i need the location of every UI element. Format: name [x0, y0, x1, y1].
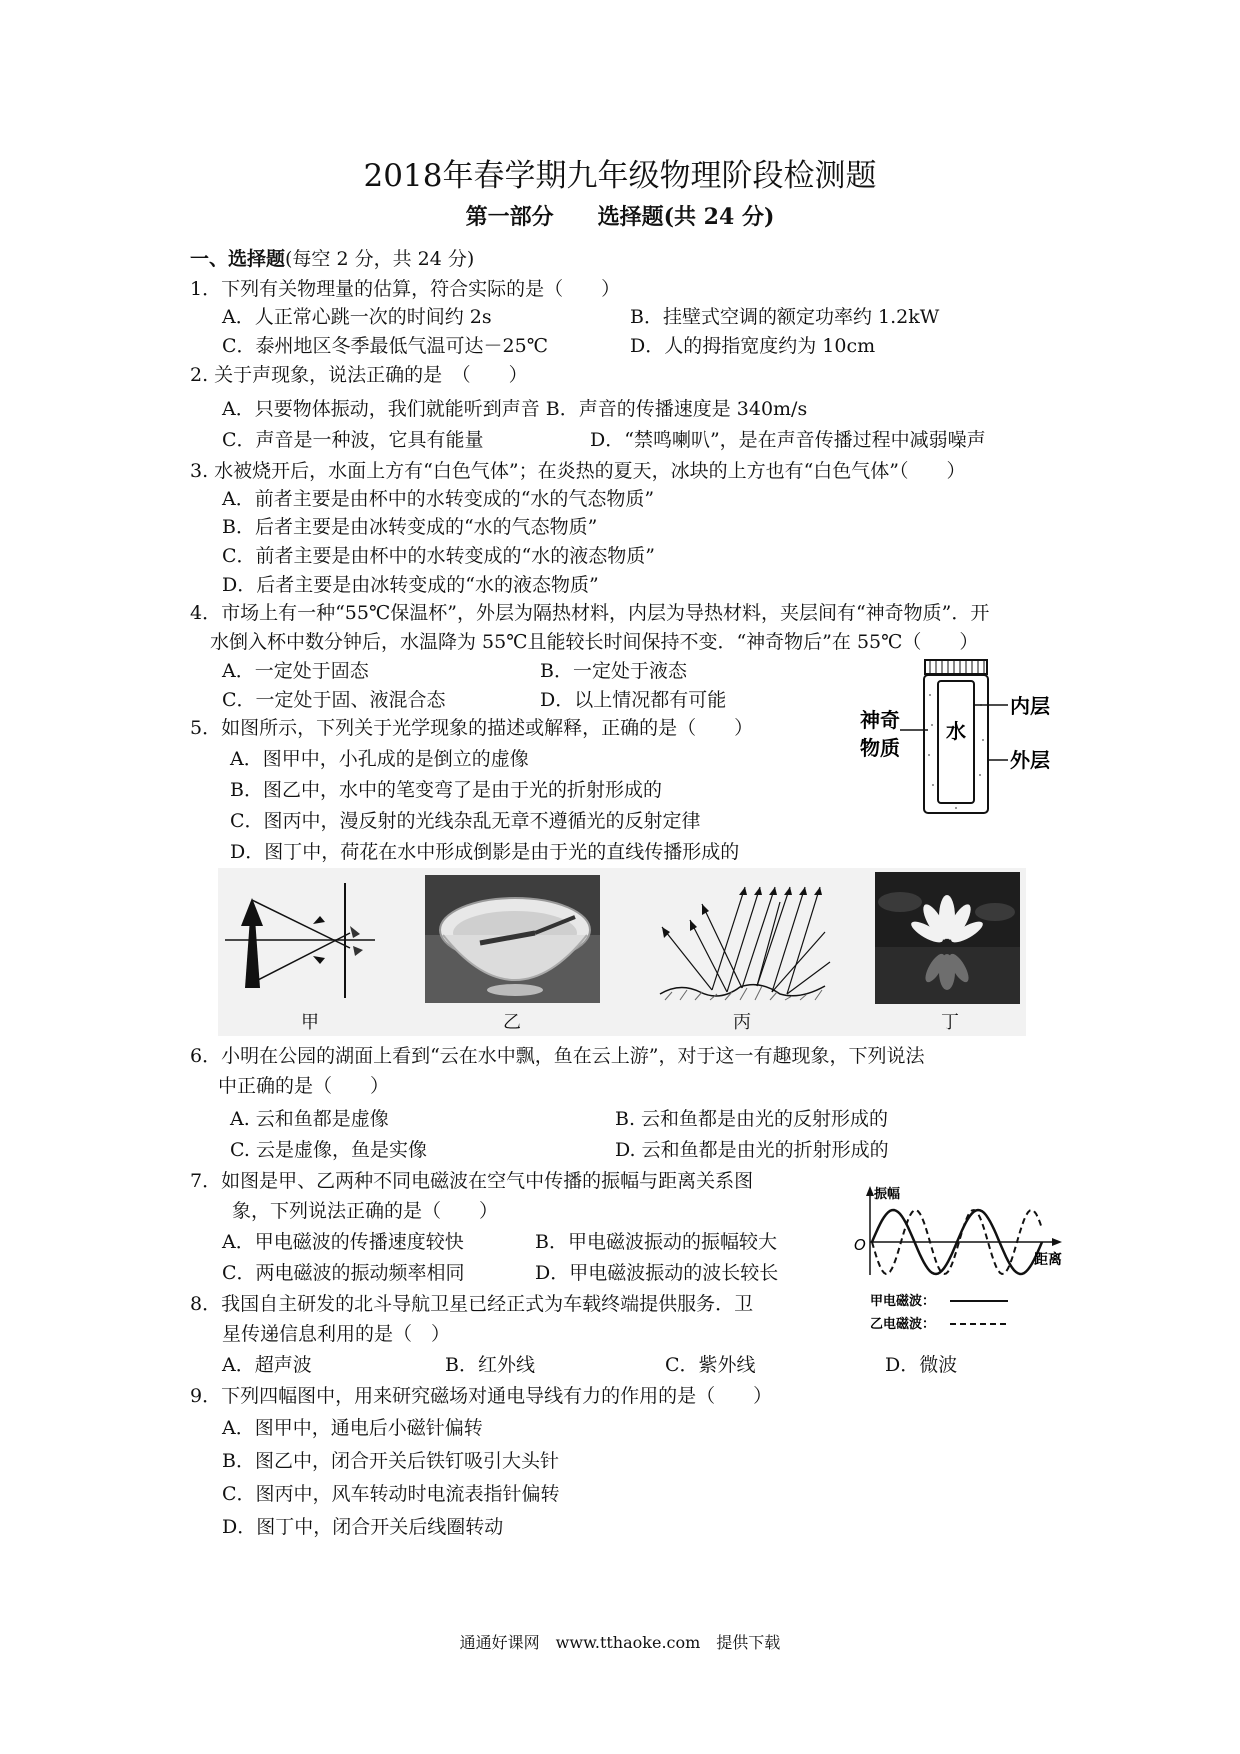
q8-option-c: C．紫外线	[665, 1354, 756, 1376]
q9-option-c: C．图丙中，风车转动时电流表指针偏转	[222, 1483, 560, 1505]
q5-stem: 5．如图所示，下列关于光学现象的描述或解释，正确的是（ ）	[190, 717, 754, 739]
q1-option-c: C．泰州地区冬季最低气温可达－25℃	[222, 335, 548, 357]
q6-option-a: A. 云和鱼都是虚像	[230, 1108, 389, 1130]
wave-xlabel: 距离	[1034, 1252, 1062, 1268]
pinhole-figure-jia	[225, 878, 375, 1003]
q6-option-b: B. 云和鱼都是由光的反射形成的	[615, 1108, 889, 1130]
wave-graph-figure	[850, 1180, 1070, 1340]
q5-option-c: C．图丙中，漫反射的光线杂乱无章不遵循光的反射定律	[230, 810, 701, 832]
caption-jia: 甲	[301, 1012, 319, 1033]
q7-option-c: C．两电磁波的振动频率相同	[222, 1262, 465, 1284]
q4-option-d: D．以上情况都有可能	[540, 689, 727, 711]
q3-option-d: D．后者主要是由冰转变成的“水的液态物质”	[222, 574, 599, 596]
cup-magic-label-1: 神奇	[860, 708, 900, 732]
q3-stem: 3. 水被烧开后，水面上方有“白色气体”；在炎热的夏天，冰块的上方也有“白色气体”（ ）	[190, 460, 966, 482]
q8-option-b: B．红外线	[445, 1354, 535, 1376]
q5-option-a: A．图甲中，小孔成的是倒立的虚像	[230, 748, 529, 770]
q3-option-a: A．前者主要是由杯中的水转变成的“水的气态物质”	[222, 488, 655, 510]
caption-ding: 丁	[941, 1012, 959, 1033]
section-note: (每空 2 分，共 24 分)	[285, 248, 475, 270]
q8-stem-line1: 8．我国自主研发的北斗导航卫星已经正式为车载终端提供服务．卫	[190, 1293, 754, 1315]
q1-option-a: A．人正常心跳一次的时间约 2s	[222, 306, 492, 328]
q6-option-d: D. 云和鱼都是由光的折射形成的	[615, 1139, 889, 1161]
cup-inner-label: 内层	[1010, 694, 1050, 718]
q7-stem-line2: 象，下列说法正确的是（ ）	[232, 1200, 499, 1222]
q6-stem-line2: 中正确的是（ ）	[218, 1075, 390, 1097]
q7-option-d: D．甲电磁波振动的波长较长	[535, 1262, 779, 1284]
q3-option-b: B．后者主要是由冰转变成的“水的气态物质”	[222, 516, 598, 538]
part-subtitle: 第一部分 选择题(共 24 分)	[465, 204, 775, 230]
q1-option-b: B．挂壁式空调的额定功率约 1.2kW	[630, 306, 940, 328]
q3-option-c: C．前者主要是由杯中的水转变成的“水的液态物质”	[222, 545, 655, 567]
thermos-cup-figure	[860, 655, 1070, 820]
q4-option-a: A．一定处于固态	[222, 660, 369, 682]
caption-yi: 乙	[503, 1012, 521, 1033]
q1-stem: 1．下列有关物理量的估算，符合实际的是（ ）	[190, 278, 621, 300]
bowl-photo-yi	[425, 875, 600, 1003]
q5-option-d: D．图丁中，荷花在水中形成倒影是由于光的直线传播形成的	[230, 841, 740, 863]
q2-stem: 2. 关于声现象，说法正确的是 （ ）	[190, 364, 528, 386]
q4-stem-line1: 4．市场上有一种“55℃保温杯”，外层为隔热材料，内层为导热材料，夹层间有“神奇物质”．开	[190, 602, 990, 624]
q8-option-a: A．超声波	[222, 1354, 312, 1376]
q4-option-c: C．一定处于固、液混合态	[222, 689, 446, 711]
section-heading	[190, 244, 474, 271]
legend-yi-label: 乙电磁波：	[870, 1317, 936, 1332]
q4-stem-line2: 水倒入杯中数分钟后，水温降为 55℃且能较长时间保持不变．“神奇物后”在 55℃（ ）	[210, 631, 979, 653]
q6-stem-line1: 6．小明在公园的湖面上看到“云在水中飘，鱼在云上游”，对于这一有趣现象，下列说法	[190, 1045, 925, 1067]
q6-option-c: C. 云是虚像，鱼是实像	[230, 1139, 427, 1161]
q2-option-c: C．声音是一种波，它具有能量	[222, 429, 484, 451]
q4-option-b: B．一定处于液态	[540, 660, 687, 682]
q7-option-a: A．甲电磁波的传播速度较快	[222, 1231, 464, 1253]
page-title: 2018年春学期九年级物理阶段检测题	[363, 158, 877, 194]
q1-option-d: D．人的拇指宽度约为 10cm	[630, 335, 876, 357]
legend-jia-label: 甲电磁波：	[870, 1294, 936, 1309]
q8-stem-line2: 星传递信息利用的是（ ）	[222, 1323, 451, 1345]
section-label: 一、选择题	[190, 248, 286, 270]
lotus-photo-ding	[875, 872, 1020, 1004]
cup-outer-label: 外层	[1010, 748, 1050, 772]
q9-option-b: B．图乙中，闭合开关后铁钉吸引大头针	[222, 1450, 559, 1472]
diffuse-reflection-bing	[650, 882, 835, 1004]
cup-water-label: 水	[946, 719, 966, 743]
q7-option-b: B．甲电磁波振动的振幅较大	[535, 1231, 777, 1253]
q9-option-d: D．图丁中，闭合开关后线圈转动	[222, 1516, 504, 1538]
q8-option-d: D．微波	[885, 1354, 958, 1376]
q5-option-b: B．图乙中，水中的笔变弯了是由于光的折射形成的	[230, 779, 662, 801]
wave-ylabel: 振幅	[874, 1187, 901, 1202]
q2-option-d: D．“禁鸣喇叭”，是在声音传播过程中减弱噪声	[590, 429, 986, 451]
q9-option-a: A．图甲中，通电后小磁针偏转	[222, 1417, 483, 1439]
q9-stem: 9．下列四幅图中，用来研究磁场对通电导线有力的作用的是（ ）	[190, 1385, 773, 1407]
q2-option-ab: A．只要物体振动，我们就能听到声音 B．声音的传播速度是 340m/s	[222, 398, 808, 420]
cup-magic-label-2: 物质	[860, 736, 900, 760]
page-footer: 通通好课网 www.tthaoke.com 提供下载	[459, 1633, 781, 1652]
q7-stem-line1: 7．如图是甲、乙两种不同电磁波在空气中传播的振幅与距离关系图	[190, 1170, 754, 1192]
wave-origin: O	[854, 1236, 866, 1254]
caption-bing: 丙	[733, 1012, 751, 1033]
